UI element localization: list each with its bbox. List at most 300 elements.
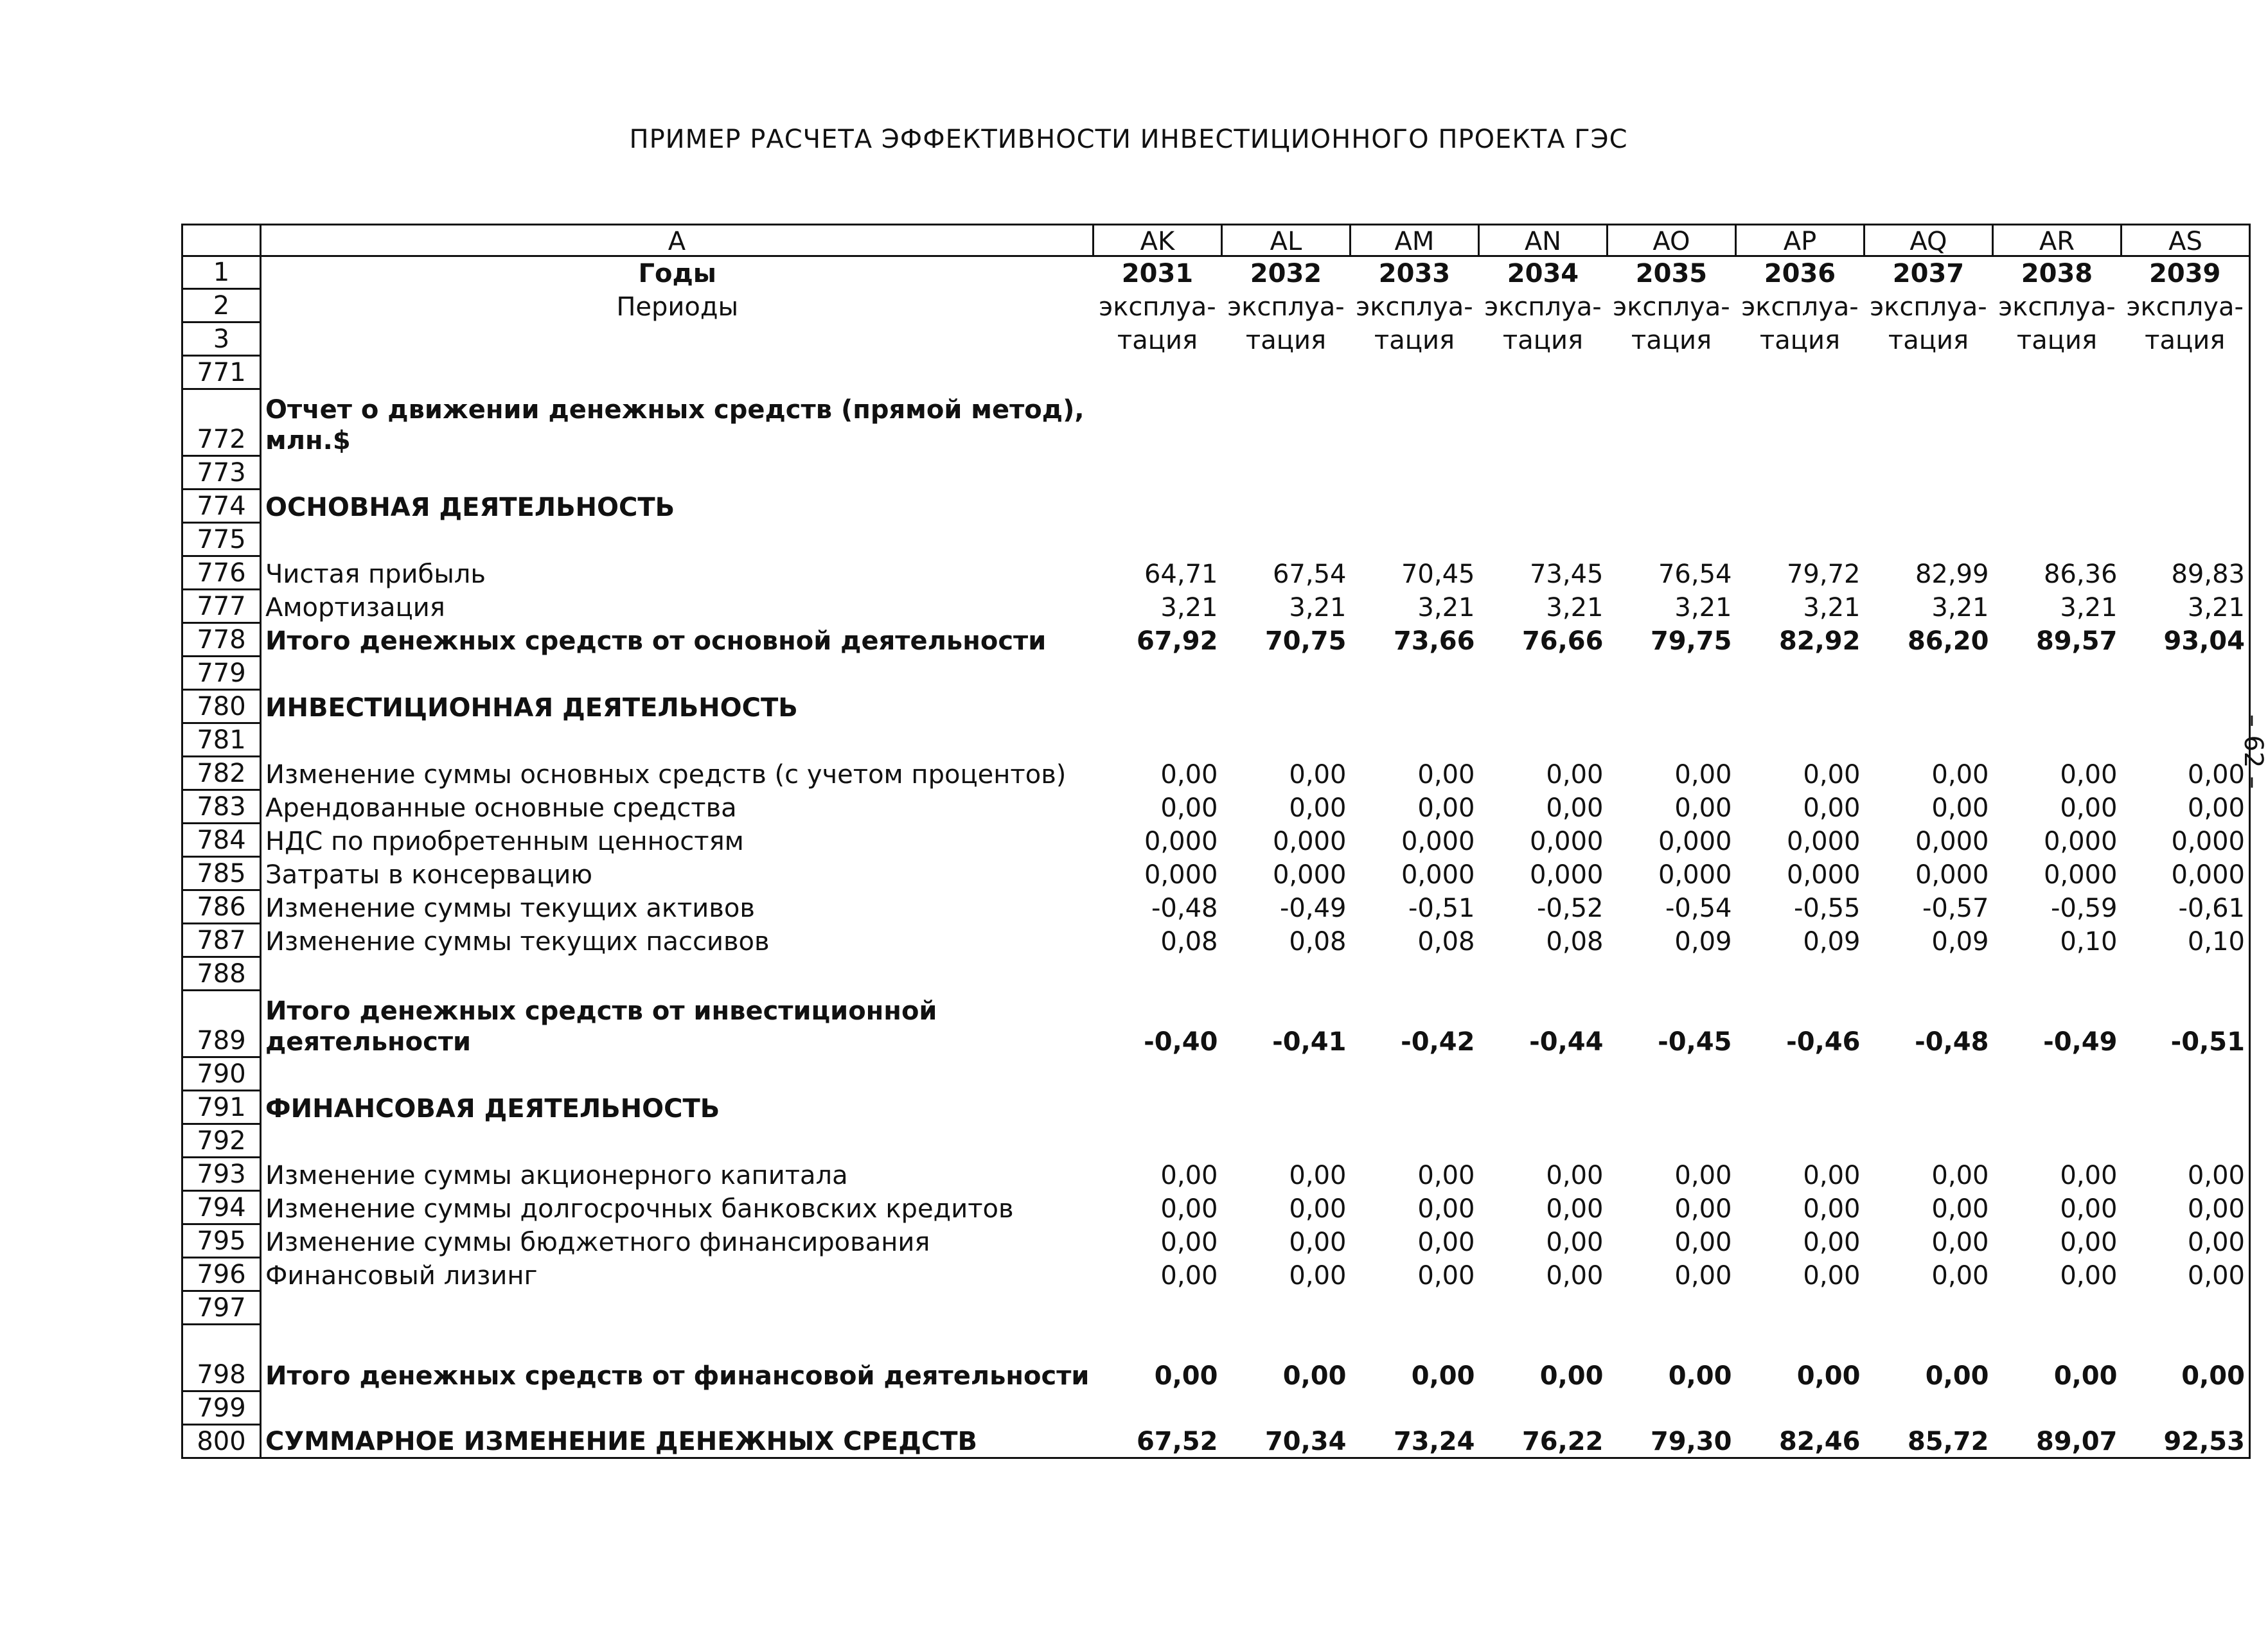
row-label bbox=[261, 1391, 1094, 1425]
value-cell: 0,00 bbox=[1668, 1361, 1732, 1391]
table-row bbox=[182, 1258, 2250, 1291]
value-cell: 0,09 bbox=[1674, 926, 1732, 957]
value-cell bbox=[1992, 1091, 2121, 1124]
value-cell bbox=[1350, 356, 1478, 389]
value-cell bbox=[1093, 523, 1221, 556]
column-header: AO bbox=[1607, 225, 1735, 256]
row-number: 774 bbox=[182, 490, 261, 523]
table-row bbox=[182, 1325, 2250, 1391]
value-cell: тация bbox=[1888, 325, 1969, 355]
value-cell bbox=[1350, 957, 1478, 991]
value-cell bbox=[1221, 389, 1350, 456]
row-number: 787 bbox=[182, 924, 261, 957]
value-cell: эксплуа- bbox=[1741, 292, 1859, 322]
table-row bbox=[182, 322, 2250, 356]
value-cell: 82,46 bbox=[1735, 1425, 1864, 1458]
row-label bbox=[261, 523, 1094, 556]
value-cell: -0,48 bbox=[1151, 893, 1218, 923]
value-cell: 0,09 bbox=[1803, 926, 1861, 957]
value-cell: 0,00 bbox=[1674, 1227, 1732, 1257]
value-cell: 2035 bbox=[1635, 258, 1708, 288]
value-cell: 0,00 bbox=[1674, 1260, 1732, 1291]
table-row bbox=[182, 490, 2250, 523]
value-cell: 82,99 bbox=[1915, 559, 1989, 589]
column-header: A bbox=[261, 225, 1094, 256]
cash-flow-table bbox=[181, 224, 2251, 1459]
value-cell bbox=[1607, 356, 1735, 389]
value-cell: 0,00 bbox=[1546, 1260, 1604, 1291]
table-row bbox=[182, 256, 2250, 289]
value-cell: 0,00 bbox=[2121, 790, 2249, 824]
row-number: 780 bbox=[182, 690, 261, 723]
value-cell: 0,00 bbox=[1546, 1160, 1604, 1190]
row-number: 783 bbox=[182, 790, 261, 824]
value-cell: -0,45 bbox=[1658, 1027, 1732, 1057]
value-cell bbox=[1992, 356, 2121, 389]
value-cell bbox=[1478, 1291, 1607, 1325]
value-cell: 0,00 bbox=[1925, 1361, 1989, 1391]
row-number: 795 bbox=[182, 1224, 261, 1258]
row-label: Итого денежных средств от основной деятельности bbox=[261, 623, 1094, 657]
value-cell: 86,36 bbox=[2043, 559, 2118, 589]
row-number: 792 bbox=[182, 1124, 261, 1158]
value-cell bbox=[1350, 523, 1478, 556]
value-cell bbox=[1864, 1124, 1992, 1158]
row-number: 796 bbox=[182, 1258, 261, 1291]
table-row bbox=[182, 824, 2250, 857]
page-number: – 62 – bbox=[2238, 714, 2268, 790]
value-cell bbox=[2121, 690, 2249, 723]
row-label bbox=[261, 723, 1094, 757]
value-cell bbox=[1735, 723, 1864, 757]
value-cell: 3,21 bbox=[1803, 592, 1861, 622]
row-number: 791 bbox=[182, 1091, 261, 1124]
value-cell bbox=[1478, 657, 1607, 690]
value-cell: 0,000 bbox=[1272, 826, 1347, 856]
value-cell bbox=[1735, 1091, 1864, 1124]
row-label: Изменение суммы долгосрочных банковских кредитов bbox=[261, 1191, 1094, 1224]
value-cell: тация bbox=[1374, 325, 1455, 355]
value-cell: 82,92 bbox=[1778, 626, 1861, 656]
row-label-line: млн.$ bbox=[265, 425, 351, 455]
table-row bbox=[182, 1391, 2250, 1425]
value-cell: 0,00 bbox=[1931, 759, 1989, 790]
value-cell: эксплуа- bbox=[1099, 292, 1216, 322]
row-number: 800 bbox=[182, 1425, 261, 1458]
value-cell: 73,24 bbox=[1350, 1425, 1478, 1458]
row-label bbox=[261, 1057, 1094, 1091]
value-cell: 0,09 bbox=[1931, 926, 1989, 957]
value-cell: 0,00 bbox=[1417, 1260, 1475, 1291]
row-number: 784 bbox=[182, 824, 261, 857]
value-cell bbox=[1478, 1057, 1607, 1091]
value-cell: эксплуа- bbox=[1356, 292, 1473, 322]
value-cell bbox=[1221, 490, 1350, 523]
value-cell: 0,00 bbox=[1674, 793, 1732, 823]
value-cell: 3,21 bbox=[2060, 592, 2118, 622]
value-cell: 0,00 bbox=[1289, 1160, 1347, 1190]
value-cell bbox=[1735, 957, 1864, 991]
value-cell: 0,00 bbox=[1803, 1260, 1861, 1291]
value-cell bbox=[1478, 1391, 1607, 1425]
row-label bbox=[261, 957, 1094, 991]
value-cell bbox=[1478, 723, 1607, 757]
value-cell: 73,66 bbox=[1393, 626, 1475, 656]
value-cell: 79,30 bbox=[1607, 1425, 1735, 1458]
table-row bbox=[182, 1124, 2250, 1158]
value-cell: 0,00 bbox=[1546, 759, 1604, 790]
row-label: Итого денежных средств от финансовой деятельности bbox=[261, 1325, 1094, 1391]
value-cell bbox=[1350, 490, 1478, 523]
value-cell bbox=[2121, 657, 2249, 690]
value-cell: 0,00 bbox=[1931, 1227, 1989, 1257]
value-cell: тация bbox=[2016, 325, 2098, 355]
value-cell: -0,41 bbox=[1272, 1027, 1347, 1057]
value-cell bbox=[1478, 389, 1607, 456]
value-cell: -0,44 bbox=[1529, 1027, 1604, 1057]
value-cell: 93,04 bbox=[2121, 623, 2249, 657]
value-cell bbox=[1478, 957, 1607, 991]
value-cell bbox=[1093, 1057, 1221, 1091]
value-cell: 0,000 bbox=[1529, 860, 1604, 890]
value-cell bbox=[1607, 490, 1735, 523]
row-label bbox=[261, 456, 1094, 490]
value-cell bbox=[1864, 957, 1992, 991]
value-cell bbox=[1350, 1391, 1478, 1425]
value-cell: 2039 bbox=[2121, 256, 2249, 289]
value-cell: эксплуа- bbox=[1227, 292, 1345, 322]
value-cell: 64,71 bbox=[1144, 559, 1218, 589]
value-cell: 0,00 bbox=[1160, 1194, 1218, 1224]
value-cell: 2037 bbox=[1892, 258, 1965, 288]
value-cell: 76,22 bbox=[1478, 1425, 1607, 1458]
value-cell: 76,54 bbox=[1658, 559, 1732, 589]
value-cell bbox=[1735, 657, 1864, 690]
value-cell: 0,00 bbox=[1931, 1194, 1989, 1224]
table-row bbox=[182, 523, 2250, 556]
value-cell: 0,000 bbox=[1915, 860, 1989, 890]
row-label bbox=[261, 1124, 1094, 1158]
value-cell bbox=[1093, 1391, 1221, 1425]
value-cell bbox=[1350, 1091, 1478, 1124]
table-row bbox=[182, 657, 2250, 690]
table-row bbox=[182, 456, 2250, 490]
value-cell: 0,00 bbox=[1931, 1160, 1989, 1190]
table-row bbox=[182, 723, 2250, 757]
row-number: 793 bbox=[182, 1158, 261, 1191]
value-cell: -0,54 bbox=[1665, 893, 1732, 923]
value-cell: 0,000 bbox=[1401, 860, 1475, 890]
value-cell bbox=[1735, 1291, 1864, 1325]
value-cell bbox=[1735, 490, 1864, 523]
value-cell bbox=[1607, 723, 1735, 757]
row-number: 786 bbox=[182, 890, 261, 924]
value-cell: 85,72 bbox=[1864, 1425, 1992, 1458]
row-label: Затраты в консервацию bbox=[261, 857, 1094, 890]
value-cell: 0,00 bbox=[1289, 759, 1347, 790]
value-cell bbox=[1350, 1057, 1478, 1091]
value-cell: эксплуа- bbox=[2121, 289, 2249, 322]
table-row bbox=[182, 289, 2250, 322]
value-cell: 0,000 bbox=[1658, 826, 1732, 856]
row-label: Амортизация bbox=[261, 590, 1094, 623]
column-header: AK bbox=[1093, 225, 1221, 256]
value-cell bbox=[1735, 523, 1864, 556]
value-cell: -0,59 bbox=[2050, 893, 2118, 923]
value-cell: 0,00 bbox=[2060, 793, 2118, 823]
value-cell: 0,00 bbox=[2121, 1191, 2249, 1224]
row-number: 788 bbox=[182, 957, 261, 991]
value-cell: 2036 bbox=[1764, 258, 1836, 288]
table-row bbox=[182, 1191, 2250, 1224]
table-row bbox=[182, 790, 2250, 824]
value-cell bbox=[1221, 356, 1350, 389]
value-cell bbox=[1735, 356, 1864, 389]
row-number: 782 bbox=[182, 757, 261, 790]
value-cell: 0,00 bbox=[1289, 1227, 1347, 1257]
value-cell: 0,000 bbox=[1915, 826, 1989, 856]
value-cell bbox=[1992, 1391, 2121, 1425]
value-cell bbox=[1607, 456, 1735, 490]
value-cell bbox=[1864, 657, 1992, 690]
value-cell bbox=[1350, 690, 1478, 723]
value-cell: 0,00 bbox=[1289, 1260, 1347, 1291]
value-cell: 0,00 bbox=[1803, 759, 1861, 790]
value-cell: 0,000 bbox=[1401, 826, 1475, 856]
value-cell: 0,00 bbox=[1289, 1194, 1347, 1224]
value-cell: 0,00 bbox=[1931, 1260, 1989, 1291]
row-label: ОСНОВНАЯ ДЕЯТЕЛЬНОСТЬ bbox=[261, 490, 1094, 523]
value-cell bbox=[1350, 723, 1478, 757]
row-label bbox=[261, 356, 1094, 389]
value-cell bbox=[1992, 723, 2121, 757]
value-cell: 3,21 bbox=[2121, 590, 2249, 623]
value-cell: 3,21 bbox=[1931, 592, 1989, 622]
value-cell: тация bbox=[1759, 325, 1841, 355]
value-cell bbox=[1607, 523, 1735, 556]
value-cell bbox=[1735, 1124, 1864, 1158]
row-label: Изменение суммы акционерного капитала bbox=[261, 1158, 1094, 1191]
value-cell: 0,00 bbox=[1417, 793, 1475, 823]
row-label bbox=[261, 991, 1094, 1057]
value-cell: -0,48 bbox=[1915, 1027, 1989, 1057]
row-label: НДС по приобретенным ценностям bbox=[261, 824, 1094, 857]
value-cell bbox=[1864, 1391, 1992, 1425]
value-cell bbox=[1864, 1291, 1992, 1325]
value-cell bbox=[1992, 456, 2121, 490]
table-row bbox=[182, 623, 2250, 657]
value-cell: 0,000 bbox=[2121, 857, 2249, 890]
value-cell bbox=[1221, 1391, 1350, 1425]
value-cell bbox=[1478, 490, 1607, 523]
table-row bbox=[182, 1291, 2250, 1325]
value-cell: 0,00 bbox=[1803, 793, 1861, 823]
table-row bbox=[182, 991, 2250, 1057]
value-cell bbox=[1992, 957, 2121, 991]
value-cell: 0,000 bbox=[1144, 860, 1218, 890]
value-cell bbox=[1093, 1091, 1221, 1124]
value-cell: 3,21 bbox=[1674, 592, 1732, 622]
value-cell: 0,00 bbox=[1160, 759, 1218, 790]
row-label: Чистая прибыль bbox=[261, 556, 1094, 590]
table-row bbox=[182, 356, 2250, 389]
value-cell: 0,00 bbox=[2060, 1260, 2118, 1291]
value-cell: 0,00 bbox=[1931, 793, 1989, 823]
column-header: AQ bbox=[1864, 225, 1992, 256]
value-cell: 0,000 bbox=[1529, 826, 1604, 856]
value-cell bbox=[1607, 957, 1735, 991]
table-row bbox=[182, 1158, 2250, 1191]
value-cell: 0,000 bbox=[1786, 826, 1861, 856]
value-cell bbox=[1864, 690, 1992, 723]
column-header: AR bbox=[1992, 225, 2121, 256]
value-cell bbox=[2121, 1091, 2249, 1124]
value-cell: 3,21 bbox=[1546, 592, 1604, 622]
table-row bbox=[182, 690, 2250, 723]
row-label: Изменение суммы основных средств (с учетом процентов) bbox=[261, 757, 1094, 790]
value-cell: тация bbox=[1502, 325, 1584, 355]
table-row bbox=[182, 757, 2250, 790]
table-row bbox=[182, 857, 2250, 890]
value-cell bbox=[1864, 523, 1992, 556]
value-cell bbox=[1607, 1091, 1735, 1124]
value-cell bbox=[2121, 356, 2249, 389]
row-number: 785 bbox=[182, 857, 261, 890]
value-cell: 0,00 bbox=[1796, 1361, 1861, 1391]
value-cell: 0,00 bbox=[1546, 1227, 1604, 1257]
value-cell bbox=[1607, 1291, 1735, 1325]
value-cell bbox=[1864, 490, 1992, 523]
value-cell: 0,000 bbox=[1144, 826, 1218, 856]
value-cell: тация bbox=[1631, 325, 1712, 355]
value-cell: 89,57 bbox=[2035, 626, 2118, 656]
value-cell: 70,75 bbox=[1264, 626, 1347, 656]
row-number: 771 bbox=[182, 356, 261, 389]
value-cell: 0,00 bbox=[2060, 1194, 2118, 1224]
column-header: AM bbox=[1350, 225, 1478, 256]
value-cell: 0,00 bbox=[1160, 1227, 1218, 1257]
value-cell: 2032 bbox=[1250, 258, 1322, 288]
value-cell: 0,00 bbox=[2060, 1227, 2118, 1257]
row-label: ИНВЕСТИЦИОННАЯ ДЕЯТЕЛЬНОСТЬ bbox=[261, 690, 1094, 723]
value-cell: 76,66 bbox=[1521, 626, 1604, 656]
value-cell: 2031 bbox=[1121, 258, 1194, 288]
row-label: Годы bbox=[261, 256, 1094, 289]
value-cell bbox=[1221, 657, 1350, 690]
value-cell: -0,49 bbox=[2043, 1027, 2118, 1057]
row-number: 790 bbox=[182, 1057, 261, 1091]
row-number: 2 bbox=[182, 289, 261, 322]
page-title: ПРИМЕР РАСЧЕТА ЭФФЕКТИВНОСТИ ИНВЕСТИЦИОННОГО ПРОЕКТА ГЭС bbox=[629, 125, 1628, 154]
value-cell bbox=[1221, 1091, 1350, 1124]
value-cell bbox=[1221, 1291, 1350, 1325]
row-number: 1 bbox=[182, 256, 261, 289]
value-cell: 70,34 bbox=[1221, 1425, 1350, 1458]
value-cell bbox=[1735, 456, 1864, 490]
row-number: 799 bbox=[182, 1391, 261, 1425]
value-cell bbox=[1864, 1057, 1992, 1091]
value-cell: 3,21 bbox=[1417, 592, 1475, 622]
value-cell: 0,000 bbox=[2043, 860, 2118, 890]
value-cell bbox=[1093, 957, 1221, 991]
value-cell: 0,00 bbox=[1803, 1160, 1861, 1190]
column-header-row bbox=[182, 225, 2250, 256]
value-cell bbox=[1093, 356, 1221, 389]
row-number: 772 bbox=[182, 389, 261, 456]
row-number: 779 bbox=[182, 657, 261, 690]
value-cell bbox=[1093, 456, 1221, 490]
value-cell: 0,00 bbox=[2121, 1158, 2249, 1191]
row-label-line: деятельности bbox=[265, 1027, 472, 1057]
row-label-line: Отчет о движении денежных средств (прямой метод), bbox=[265, 394, 1085, 425]
value-cell bbox=[1350, 657, 1478, 690]
value-cell bbox=[1350, 456, 1478, 490]
table-row bbox=[182, 924, 2250, 957]
value-cell bbox=[1607, 690, 1735, 723]
row-number: 773 bbox=[182, 456, 261, 490]
value-cell: -0,42 bbox=[1401, 1027, 1475, 1057]
row-label: Изменение суммы текущих активов bbox=[261, 890, 1094, 924]
table-row bbox=[182, 1425, 2250, 1458]
row-number: 777 bbox=[182, 590, 261, 623]
value-cell: -0,49 bbox=[1279, 893, 1347, 923]
value-cell bbox=[1864, 389, 1992, 456]
column-header: AL bbox=[1221, 225, 1350, 256]
value-cell: 89,83 bbox=[2121, 556, 2249, 590]
row-number: 775 bbox=[182, 523, 261, 556]
value-cell bbox=[2121, 523, 2249, 556]
row-number: 794 bbox=[182, 1191, 261, 1224]
value-cell: 0,00 bbox=[1674, 1160, 1732, 1190]
value-cell: 0,00 bbox=[1417, 759, 1475, 790]
value-cell bbox=[2121, 389, 2249, 456]
value-cell: 0,00 bbox=[1546, 1194, 1604, 1224]
value-cell bbox=[2121, 1291, 2249, 1325]
row-number: 781 bbox=[182, 723, 261, 757]
value-cell bbox=[1607, 1057, 1735, 1091]
value-cell: 67,54 bbox=[1272, 559, 1347, 589]
value-cell bbox=[1478, 456, 1607, 490]
value-cell: 0,08 bbox=[1289, 926, 1347, 957]
value-cell: 67,92 bbox=[1136, 626, 1218, 656]
value-cell bbox=[1093, 389, 1221, 456]
value-cell bbox=[1221, 1124, 1350, 1158]
value-cell: 0,00 bbox=[1417, 1194, 1475, 1224]
value-cell: 0,00 bbox=[1154, 1361, 1218, 1391]
value-cell bbox=[1350, 1124, 1478, 1158]
table-row bbox=[182, 556, 2250, 590]
row-label: Изменение суммы текущих пассивов bbox=[261, 924, 1094, 957]
value-cell: 0,00 bbox=[1417, 1160, 1475, 1190]
value-cell: 0,00 bbox=[1674, 759, 1732, 790]
value-cell: -0,61 bbox=[2121, 890, 2249, 924]
value-cell: 0,00 bbox=[1160, 1160, 1218, 1190]
row-number: 3 bbox=[182, 322, 261, 356]
value-cell bbox=[1992, 1124, 2121, 1158]
value-cell: 0,08 bbox=[1160, 926, 1218, 957]
value-cell: 0,00 bbox=[1539, 1361, 1604, 1391]
row-label bbox=[261, 389, 1094, 456]
value-cell: 73,45 bbox=[1529, 559, 1604, 589]
value-cell: 0,08 bbox=[1417, 926, 1475, 957]
value-cell: 0,00 bbox=[1289, 793, 1347, 823]
value-cell bbox=[1992, 1057, 2121, 1091]
row-label: Финансовый лизинг bbox=[261, 1258, 1094, 1291]
value-cell: 0,00 bbox=[1282, 1361, 1347, 1391]
value-cell bbox=[1478, 356, 1607, 389]
value-cell bbox=[2121, 723, 2249, 757]
table-row bbox=[182, 389, 2250, 456]
